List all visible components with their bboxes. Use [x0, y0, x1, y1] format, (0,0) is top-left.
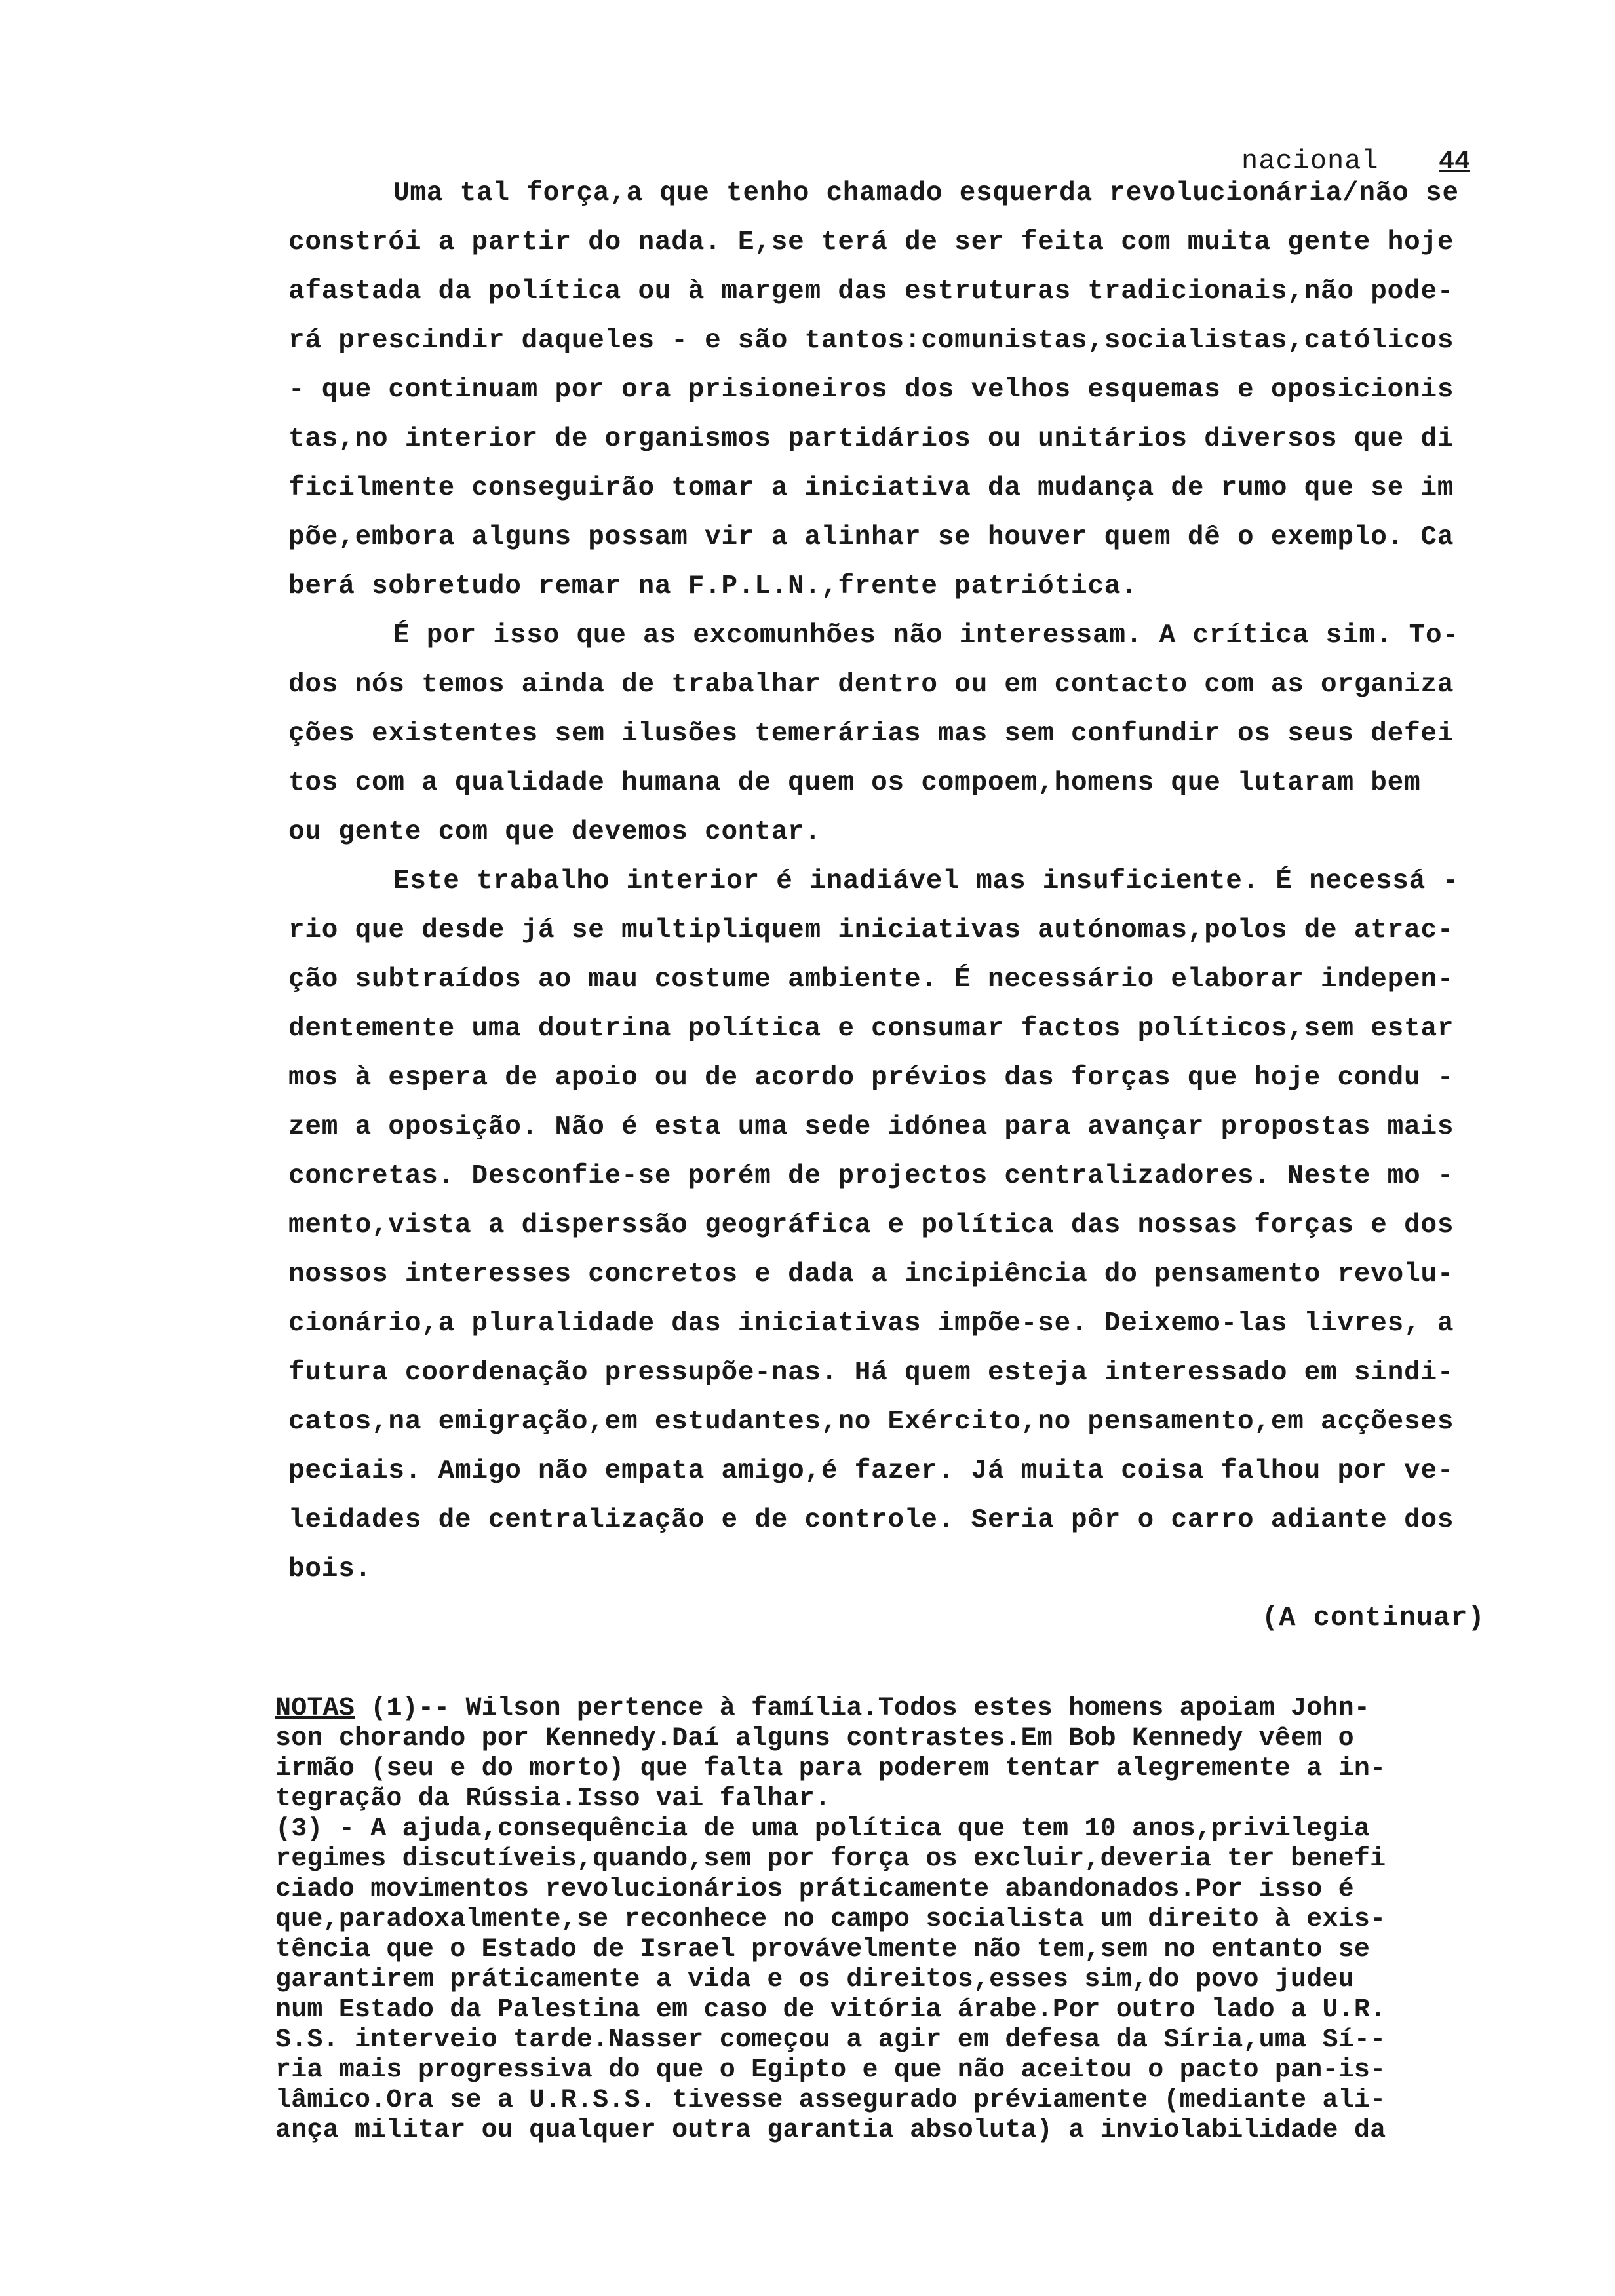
- notes-line: ria mais progressiva do que o Egipto e que não aceitou o pacto pan-is-: [275, 2056, 1386, 2085]
- body-line: constrói a partir do nada. E,se terá de ser feita com muita gente hoje: [288, 227, 1454, 258]
- body-line: ou gente com que devemos contar.: [288, 817, 821, 847]
- notes-line: S.S. interveio tarde.Nasser começou a agir em defesa da Síria,uma Sí--: [275, 2025, 1386, 2055]
- body-line: cionário,a pluralidade das iniciativas impõe-se. Deixemo-las livres, a: [288, 1309, 1454, 1339]
- notes-line: (3) - A ajuda,consequência de uma política que tem 10 anos,privilegia: [275, 1814, 1371, 1844]
- body-line: dentemente uma doutrina política e consumar factos políticos,sem estar: [288, 1014, 1454, 1044]
- notes-line: ança militar ou qualquer outra garantia absoluta) a inviolabilidade da: [275, 2116, 1386, 2145]
- notes-line: garantirem práticamente a vida e os direitos,esses sim,do povo judeu: [275, 1965, 1354, 1995]
- body-line: bois.: [288, 1554, 372, 1584]
- notes-line: que,paradoxalmente,se reconhece no campo socialista um direito à exis-: [275, 1905, 1386, 1934]
- body-line: rio que desde já se multipliquem iniciativas autónomas,polos de atrac-: [288, 915, 1454, 946]
- body-line: ção subtraídos ao mau costume ambiente. É necessário elaborar indepen-: [288, 965, 1454, 995]
- body-line: concretas. Desconfie-se porém de projectos centralizadores. Neste mo -: [288, 1161, 1454, 1191]
- body-line: zem a oposição. Não é esta uma sede idónea para avançar propostas mais: [288, 1112, 1454, 1142]
- header-word: nacional: [1241, 145, 1379, 177]
- notes-first-line: [275, 1694, 1370, 1724]
- body-line: rá prescindir daqueles - e são tantos:comunistas,socialistas,católicos: [288, 326, 1454, 356]
- body-line: futura coordenação pressupõe-nas. Há quem esteja interessado em sindi-: [288, 1358, 1454, 1388]
- body-line: mos à espera de apoio ou de acordo prévios das forças que hoje condu -: [288, 1063, 1454, 1093]
- notes-line: (1)-- Wilson pertence à família.Todos estes homens apoiam John-: [355, 1694, 1371, 1723]
- notes-line: ciado movimentos revolucionários práticamente abandonados.Por isso é: [275, 1875, 1354, 1904]
- notes-line: tência que o Estado de Israel provávelmente não tem,sem no entanto se: [275, 1935, 1371, 1964]
- body-line: catos,na emigração,em estudantes,no Exército,no pensamento,em acçõeses: [288, 1407, 1454, 1437]
- body-line: peciais. Amigo não empata amigo,é fazer. Já muita coisa falhou por ve-: [288, 1456, 1454, 1486]
- body-line: ficilmente conseguirão tomar a iniciativa da mudança de rumo que se im: [288, 473, 1454, 503]
- continuation-note: (A continuar): [1262, 1602, 1485, 1634]
- page-number: 44: [1439, 147, 1471, 177]
- body-line: ções existentes sem ilusões temerárias mas sem confundir os seus defei: [288, 719, 1454, 749]
- notes-line: irmão (seu e do morto) que falta para poderem tentar alegremente a in-: [275, 1754, 1386, 1784]
- notes-label: NOTAS: [275, 1694, 355, 1723]
- notes-line: regimes discutíveis,quando,sem por força os excluir,deveria ter benefi: [275, 1845, 1386, 1874]
- body-line: afastada da política ou à margem das estruturas tradicionais,não pode-: [288, 277, 1454, 307]
- body-line: Uma tal força,a que tenho chamado esquerda revolucionária/não se: [393, 178, 1459, 208]
- body-line: É por isso que as excomunhões não interessam. A crítica sim. To-: [393, 621, 1459, 651]
- body-line: tas,no interior de organismos partidários ou unitários diversos que di: [288, 424, 1454, 454]
- notes-line: lâmico.Ora se a U.R.S.S. tivesse assegurado préviamente (mediante ali-: [275, 2086, 1386, 2115]
- notes-line: son chorando por Kennedy.Daí alguns contrastes.Em Bob Kennedy vêem o: [275, 1724, 1354, 1753]
- body-line: põe,embora alguns possam vir a alinhar se houver quem dê o exemplo. Ca: [288, 522, 1454, 552]
- notes-line: tegração da Rússia.Isso vai falhar.: [275, 1784, 831, 1814]
- body-line: - que continuam por ora prisioneiros dos velhos esquemas e oposicionis: [288, 375, 1454, 405]
- body-line: leidades de centralização e de controle. Seria pôr o carro adiante dos: [288, 1505, 1454, 1535]
- body-line: nossos interesses concretos e dada a incipiência do pensamento revolu-: [288, 1259, 1454, 1290]
- notes-line: num Estado da Palestina em caso de vitória árabe.Por outro lado a U.R.: [275, 1995, 1386, 2025]
- body-line: mento,vista a disperssão geográfica e política das nossas forças e dos: [288, 1210, 1454, 1240]
- body-line: berá sobretudo remar na F.P.L.N.,frente patriótica.: [288, 571, 1138, 602]
- body-line: Este trabalho interior é inadiável mas insuficiente. É necessá -: [393, 866, 1459, 896]
- body-line: tos com a qualidade humana de quem os compoem,homens que lutaram bem: [288, 768, 1421, 798]
- body-line: dos nós temos ainda de trabalhar dentro ou em contacto com as organiza: [288, 670, 1454, 700]
